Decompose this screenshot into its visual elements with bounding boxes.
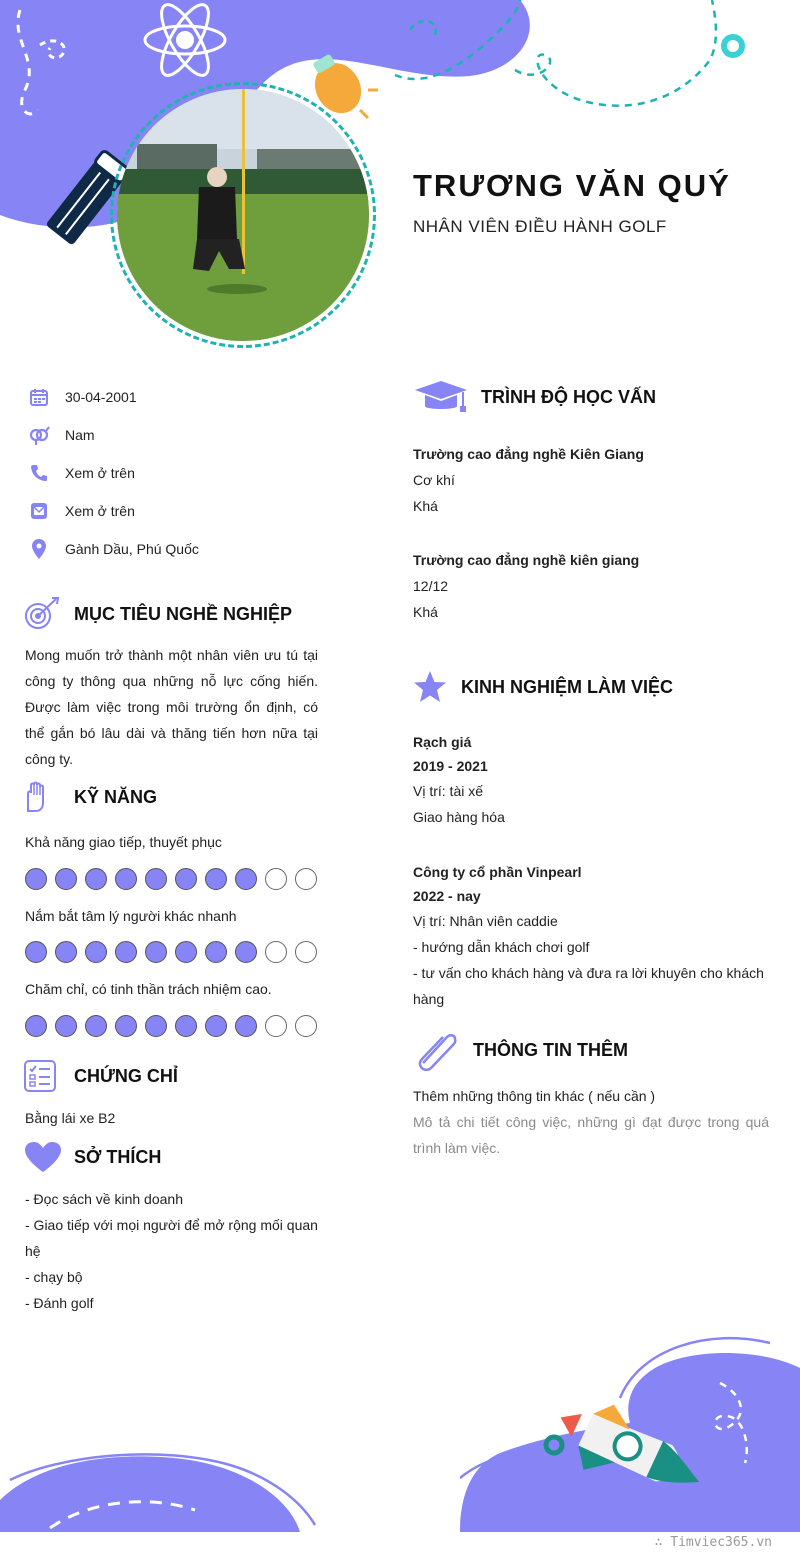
phone-icon [28, 462, 50, 484]
rating-dot-filled [175, 868, 197, 890]
footer-decoration-left [0, 1440, 320, 1532]
work-detail: - tư vấn cho khách hàng và đưa ra lời khuyên cho khách hàng [413, 965, 764, 1007]
certificates-heading [24, 1058, 178, 1094]
contact-birthdate [28, 384, 368, 410]
experience-item [413, 730, 773, 830]
company-name: Công ty cổ phần Vinpearl [413, 864, 582, 880]
experience-item [413, 860, 773, 1012]
rating-dot-empty [265, 941, 287, 963]
location-icon [28, 538, 50, 560]
school-rank: Khá [413, 604, 438, 620]
skills-heading [24, 779, 157, 815]
additional-description: Mô tả chi tiết công việc, những gì đạt được trong quá trình làm việc. [413, 1114, 769, 1156]
skill-rating [25, 941, 317, 963]
rating-dot-empty [265, 1015, 287, 1037]
contact-phone [28, 460, 368, 486]
paperclip-icon [413, 1032, 473, 1068]
rating-dot-filled [85, 1015, 107, 1037]
experience-heading [413, 669, 673, 705]
profile-photo [117, 89, 369, 341]
school-major: Cơ khí [413, 472, 455, 488]
rating-dot-filled [235, 1015, 257, 1037]
hobby-item: - Giao tiếp với mọi người để mở rộng mối quan hệ [25, 1217, 318, 1259]
education-title: TRÌNH ĐỘ HỌC VẤN [481, 386, 656, 407]
rating-dot-empty [265, 868, 287, 890]
rating-dot-filled [25, 941, 47, 963]
hobbies-title: SỞ THÍCH [74, 1146, 162, 1167]
contact-email [28, 498, 368, 524]
rating-dot-filled [25, 868, 47, 890]
rating-dot-filled [205, 868, 227, 890]
additional-line: Thêm những thông tin khác ( nếu cần ) [413, 1088, 656, 1104]
gender-icon [28, 424, 50, 446]
email-icon [28, 500, 50, 522]
additional-title: THÔNG TIN THÊM [473, 1039, 628, 1060]
skill-rating [25, 1015, 317, 1037]
rating-dot-filled [115, 1015, 137, 1037]
hobby-item: - Đọc sách về kinh doanh [25, 1191, 183, 1207]
school-major: 12/12 [413, 578, 449, 594]
target-icon [24, 596, 74, 632]
objective-heading [24, 596, 292, 632]
work-detail: Giao hàng hóa [413, 809, 505, 825]
skill-label: Nắm bắt tâm lý người khác nhanh [25, 908, 237, 924]
address-value: Gành Dầu, Phú Quốc [65, 541, 199, 557]
rating-dot-filled [55, 1015, 77, 1037]
birthdate-value: 30-04-2001 [65, 389, 137, 405]
experience-title: KINH NGHIỆM LÀM VIỆC [461, 676, 674, 697]
heart-icon [24, 1139, 74, 1175]
email-value: Xem ở trên [65, 503, 135, 519]
work-detail: - hướng dẫn khách chơi golf [413, 939, 590, 955]
calendar-icon [28, 386, 50, 408]
rating-dot-filled [55, 868, 77, 890]
rating-dot-filled [115, 868, 137, 890]
rating-dot-empty [295, 868, 317, 890]
graduation-cap-icon [413, 379, 481, 415]
school-name: Trường cao đẳng nghề Kiên Giang [413, 446, 644, 462]
rating-dot-filled [85, 868, 107, 890]
rating-dot-filled [205, 941, 227, 963]
company-name: Rạch giá [413, 734, 472, 750]
hobbies-heading [24, 1139, 161, 1175]
work-detail: Vị trí: Nhân viên caddie [413, 913, 558, 929]
hobby-item: - Đánh golf [25, 1295, 94, 1311]
skill-label: Chăm chỉ, có tinh thần trách nhiệm cao. [25, 981, 272, 997]
star-icon [413, 669, 461, 705]
rating-dot-filled [175, 941, 197, 963]
rating-dot-filled [25, 1015, 47, 1037]
checklist-icon [24, 1058, 74, 1094]
rating-dot-filled [115, 941, 137, 963]
contact-address [28, 536, 368, 562]
rating-dot-filled [175, 1015, 197, 1037]
work-period: 2022 - nay [413, 888, 481, 904]
education-heading [413, 379, 656, 415]
rating-dot-filled [235, 868, 257, 890]
candidate-name: TRƯƠNG VĂN QUÝ [413, 168, 731, 203]
school-name: Trường cao đẳng nghề kiên giang [413, 552, 640, 568]
rating-dot-filled [205, 1015, 227, 1037]
objective-text: Mong muốn trở thành một nhân viên ưu tú tại công ty thông qua những nỗ lực cống hiến. Được làm việc trong môi trường ổn định, có thể gắn bó lâu dài và thăng tiến hơn nữa tại công ty. [25, 647, 318, 767]
rating-dot-empty [295, 941, 317, 963]
rating-dot-empty [295, 1015, 317, 1037]
brand-watermark: ∴ Timviec365.vn [654, 1535, 772, 1550]
certificate-item: Bằng lái xe B2 [25, 1110, 116, 1126]
rating-dot-filled [85, 941, 107, 963]
skill-label: Khả năng giao tiếp, thuyết phục [25, 834, 222, 850]
footer-decoration-right [460, 1328, 800, 1532]
skill-rating [25, 868, 317, 890]
school-rank: Khá [413, 498, 438, 514]
education-item [413, 441, 773, 519]
rating-dot-filled [145, 868, 167, 890]
gender-value: Nam [65, 427, 95, 443]
education-item [413, 547, 773, 625]
hand-icon [24, 779, 74, 815]
hobby-item: - chạy bộ [25, 1269, 83, 1285]
rating-dot-filled [235, 941, 257, 963]
rating-dot-filled [55, 941, 77, 963]
phone-value: Xem ở trên [65, 465, 135, 481]
rating-dot-filled [145, 941, 167, 963]
contact-gender [28, 422, 368, 448]
candidate-position: NHÂN VIÊN ĐIỀU HÀNH GOLF [413, 217, 667, 236]
skills-title: KỸ NĂNG [74, 786, 158, 807]
certificates-title: CHỨNG CHỈ [74, 1065, 178, 1086]
additional-heading [413, 1032, 628, 1068]
work-detail: Vị trí: tài xế [413, 783, 484, 799]
work-period: 2019 - 2021 [413, 758, 488, 774]
hobbies-list [25, 1186, 325, 1316]
objective-title: MỤC TIÊU NGHỀ NGHIỆP [74, 603, 293, 624]
atom-icon [140, 2, 230, 82]
rating-dot-filled [145, 1015, 167, 1037]
